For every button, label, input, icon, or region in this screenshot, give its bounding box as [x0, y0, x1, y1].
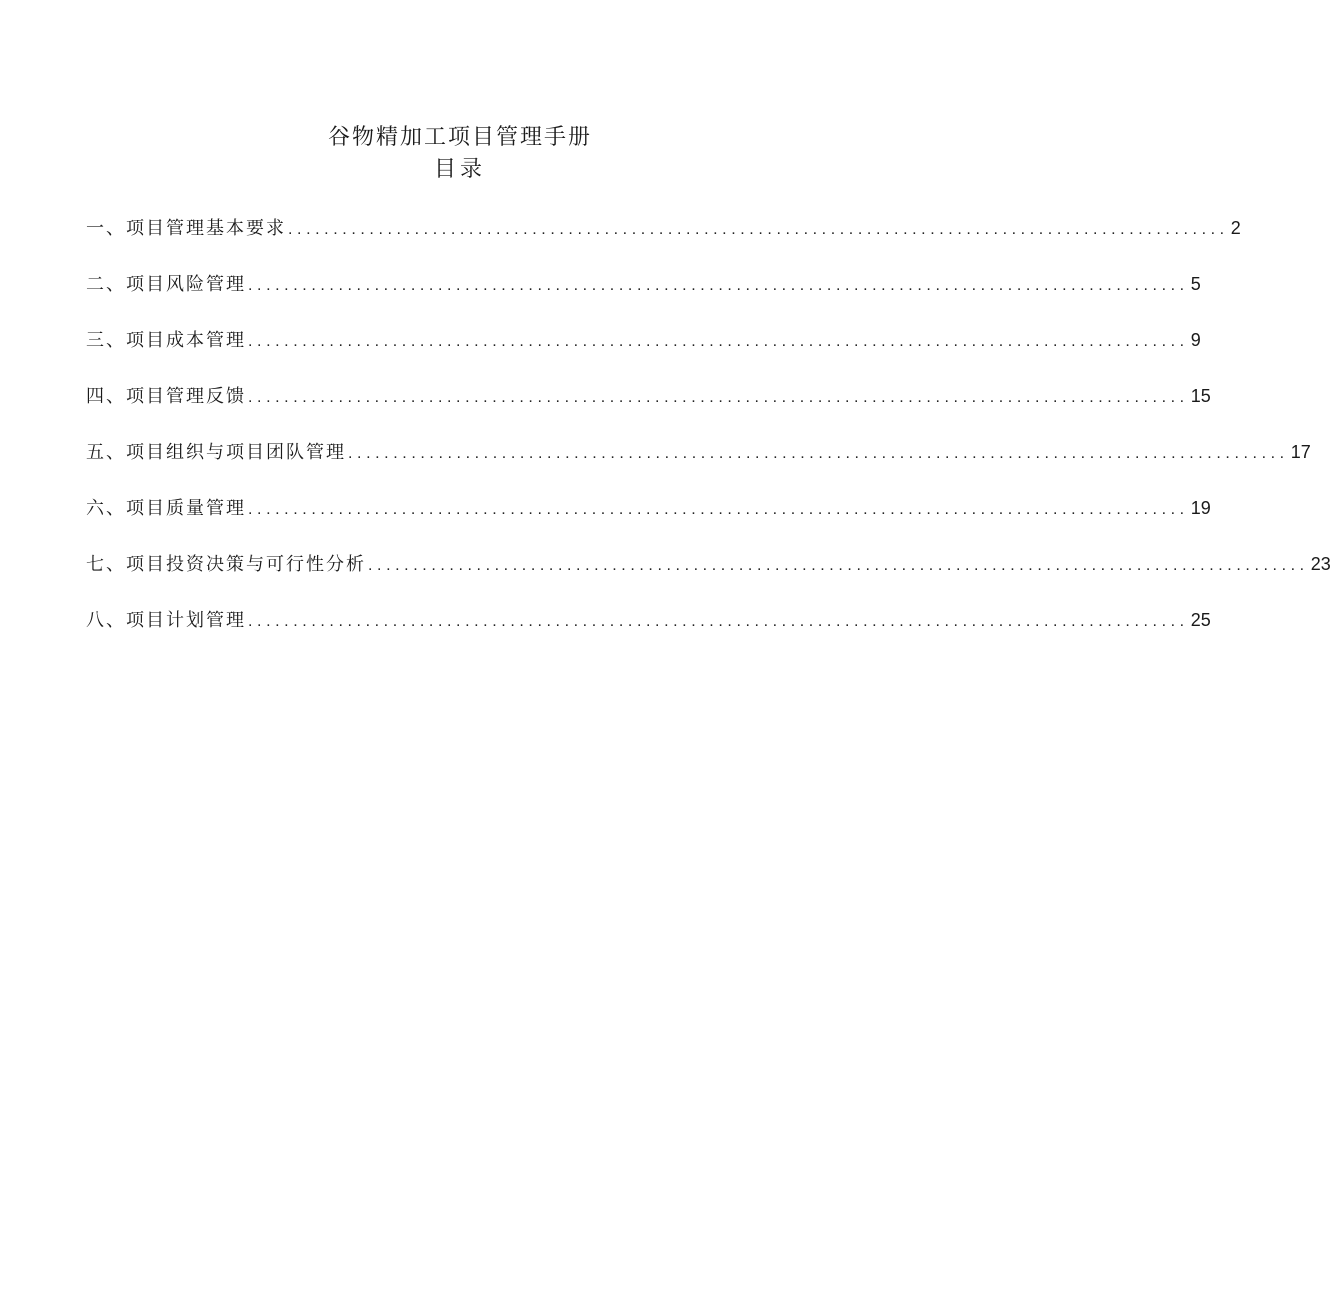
toc-entry[interactable]: [86, 436, 1311, 492]
toc-dot-leader: ........................................................................................................: [248, 277, 1189, 294]
toc-page-number: 17: [1290, 442, 1311, 462]
toc-dot-leader: ........................................................................................................: [368, 557, 1309, 574]
toc-page-number: 19: [1190, 498, 1211, 518]
toc-entry[interactable]: [86, 380, 1211, 436]
toc-entry[interactable]: [86, 268, 1201, 324]
toc-entry[interactable]: [86, 492, 1211, 548]
toc-page-number: 15: [1190, 386, 1211, 406]
toc-dot-leader: ........................................................................................................: [348, 445, 1289, 462]
toc-page-number: 9: [1190, 330, 1201, 350]
toc-entry-label: 三、项目成本管理: [86, 330, 246, 351]
toc-page-number: 23: [1310, 554, 1331, 574]
toc-entry-label: 四、项目管理反馈: [86, 386, 246, 407]
toc-dot-leader: ........................................................................................................: [248, 389, 1189, 406]
toc-dot-leader: ........................................................................................................: [288, 221, 1229, 238]
toc-entry-label: 六、项目质量管理: [86, 498, 246, 519]
toc-page-number: 25: [1190, 610, 1211, 630]
toc-dot-leader: ........................................................................................................: [248, 333, 1189, 350]
table-of-contents: [86, 212, 1331, 660]
toc-entry-label: 五、项目组织与项目团队管理: [86, 442, 346, 463]
toc-heading: 目录: [433, 157, 486, 182]
toc-entry[interactable]: [86, 324, 1201, 380]
toc-entry-label: 八、项目计划管理: [86, 610, 246, 631]
document-title: 谷物精加工项目管理手册: [327, 125, 592, 150]
toc-entry-label: 一、项目管理基本要求: [86, 218, 286, 239]
toc-entry[interactable]: [86, 212, 1241, 268]
toc-entry-label: 七、项目投资决策与可行性分析: [86, 554, 366, 575]
toc-entry[interactable]: [86, 604, 1211, 660]
toc-dot-leader: ........................................................................................................: [248, 501, 1189, 518]
toc-dot-leader: ........................................................................................................: [248, 613, 1189, 630]
toc-entry-label: 二、项目风险管理: [86, 274, 246, 295]
toc-entry[interactable]: [86, 548, 1331, 604]
toc-page-number: 5: [1190, 274, 1201, 294]
toc-page-number: 2: [1230, 218, 1241, 238]
